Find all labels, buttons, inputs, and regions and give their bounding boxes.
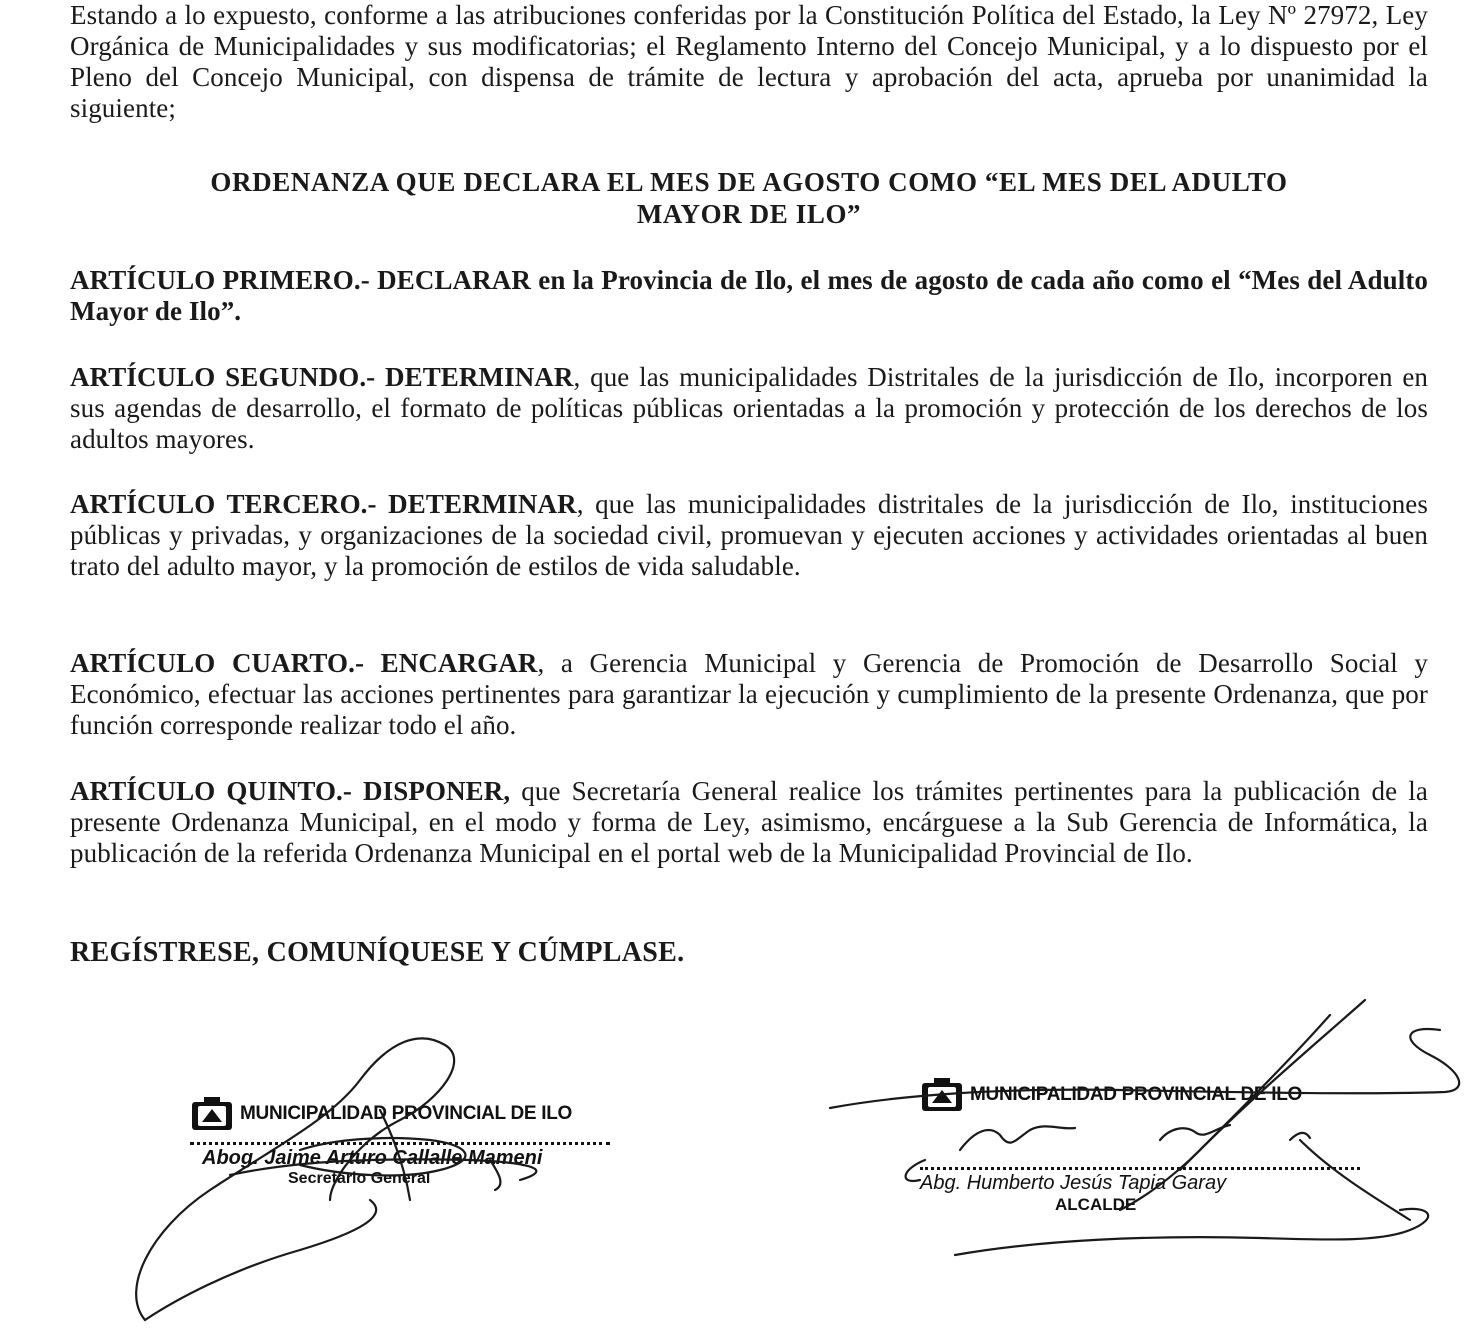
ordinance-title xyxy=(70,166,1428,230)
title-line-2: MAYOR DE ILO” xyxy=(636,199,862,229)
article-heading: ARTÍCULO CUARTO.- ENCARGAR xyxy=(70,648,538,678)
article-heading: ARTÍCULO QUINTO.- DISPONER, xyxy=(70,776,511,806)
stamp-text: MUNICIPALIDAD PROVINCIAL DE ILO xyxy=(240,1103,573,1124)
signature-block-secretary xyxy=(190,1096,610,1188)
municipal-stamp xyxy=(190,1096,610,1132)
article-body: , a Gerencia Municipal y Gerencia de Promoción de Desarrollo Social y Económico, efectuar las acciones pertinentes para garantizar la ejecución y cumplimiento de la presente Ordenanza, que por función corresponde realizar todo el año. xyxy=(70,648,1429,740)
closing-formula: REGÍSTRESE, COMUNÍQUESE Y CÚMPLASE. xyxy=(70,937,685,968)
signature-block-mayor xyxy=(920,1077,1360,1215)
municipal-seal-icon xyxy=(190,1096,234,1132)
signer-role: Secretario General xyxy=(288,1170,431,1187)
article-heading: ARTÍCULO PRIMERO.- DECLARAR xyxy=(70,265,531,295)
signer-name: Abg. Humberto Jesús Tapia Garay xyxy=(920,1172,1227,1194)
article-body: en la Provincia de Ilo, el mes de agosto de cada año como el “Mes del Adulto Mayor de Ilo”. xyxy=(70,265,1429,326)
article-cuarto xyxy=(70,648,1428,741)
article-body: que Secretaría General realice los trámites pertinentes para la publicación de la presente Ordenanza Municipal, en el modo y forma de Ley, asimismo, encárguese a la Sub Gerencia de Informática, la publicación de la referida Ordenanza Municipal en el portal web de la Municipalidad Provincial de Ilo. xyxy=(70,776,1428,868)
signer-name: Abog. Jaime Arturo Callalle Mameni xyxy=(202,1147,543,1169)
article-body: , que las municipalidades Distritales de la jurisdicción de Ilo, incorporen en sus agendas de desarrollo, el formato de políticas públicas orientadas a la promoción y protección de los derechos de los adultos mayores. xyxy=(70,362,1429,454)
intro-paragraph: Estando a lo expuesto, conforme a las atribuciones conferidas por la Constitución Política del Estado, la Ley Nº 27972, Ley Orgánica de Municipalidades y sus modificatorias; el Reglamento Interno del Concejo Municipal, y a lo dispuesto por el Pleno del Concejo Municipal, con dispensa de trámite de lectura y aprobación del acta, aprueba por unanimidad la siguiente; xyxy=(70,0,1428,123)
signer-role: ALCALDE xyxy=(1055,1195,1137,1214)
signature-line xyxy=(920,1167,1360,1170)
article-body: , que las municipalidades distritales de la jurisdicción de Ilo, instituciones públicas y privadas, y organizaciones de la sociedad civil, promuevan y ejecuten acciones y actividades orientadas al buen trato del adulto mayor, y la promoción de estilos de vida saludable. xyxy=(70,489,1428,581)
article-primero xyxy=(70,265,1428,327)
municipal-seal-icon xyxy=(920,1077,964,1113)
article-heading: ARTÍCULO TERCERO.- DETERMINAR xyxy=(70,489,577,519)
municipal-stamp xyxy=(920,1077,1360,1113)
article-quinto xyxy=(70,776,1428,869)
title-line-1: ORDENANZA QUE DECLARA EL MES DE AGOSTO COMO “EL MES DEL ADULTO xyxy=(210,167,1288,197)
article-segundo xyxy=(70,362,1428,455)
signature-line xyxy=(190,1142,610,1145)
stamp-text: MUNICIPALIDAD PROVINCIAL DE ILO xyxy=(970,1084,1303,1105)
article-heading: ARTÍCULO SEGUNDO.- DETERMINAR xyxy=(70,362,574,392)
article-tercero xyxy=(70,489,1428,582)
